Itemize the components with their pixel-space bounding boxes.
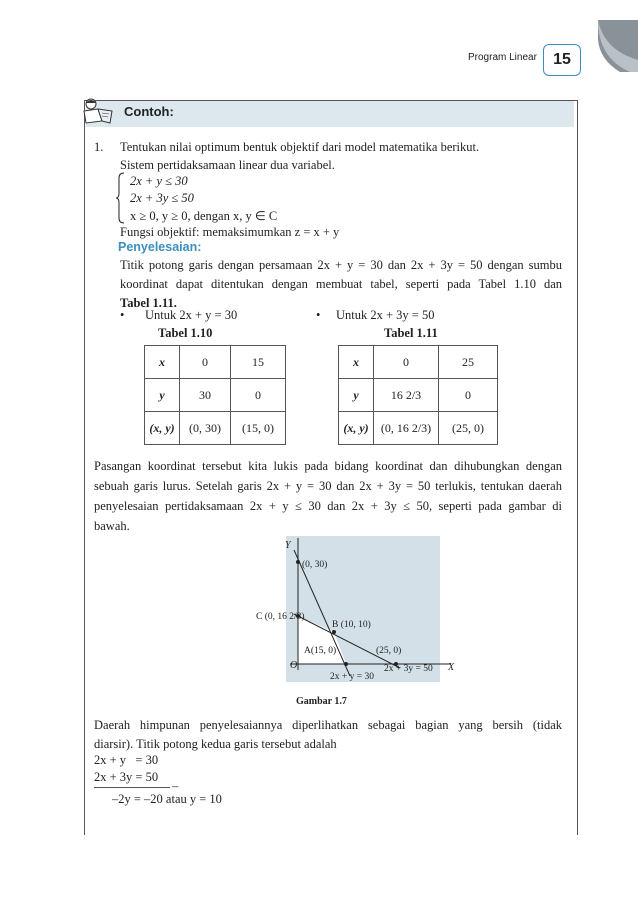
table-row [145, 412, 286, 445]
table-cell: 0 [180, 346, 231, 379]
paragraph-1-line: sebuah garis lurus. Setelah garis 2x + y = 30 dan 2x + 3y = 50 terlukis, tentukan daerah [94, 479, 562, 493]
solution-heading: Penyelesaian: [118, 240, 202, 254]
elimination-minus: – [172, 779, 179, 793]
paragraph-2 [94, 716, 562, 754]
point-label-25-0: (25, 0) [376, 646, 402, 656]
feasible-region-graph [250, 536, 470, 686]
example-label: Contoh: [124, 104, 174, 119]
table-cell: 0 [439, 379, 498, 412]
figure-caption: Gambar 1.7 [296, 696, 347, 707]
page-number-badge: 15 [543, 44, 581, 76]
axis-x-label: X [448, 662, 455, 673]
objective-function: Fungsi objektif: memaksimumkan z = x + y [120, 225, 340, 239]
table-row [339, 412, 498, 445]
page-corner-decoration [590, 20, 638, 72]
table-cell: 0 [374, 346, 439, 379]
solution-text [120, 256, 562, 313]
bullet-right-dot: • [316, 308, 321, 322]
table-cell: 15 [231, 346, 286, 379]
paragraph-1-line: bawah. [94, 519, 130, 533]
point-label-c: C (0, 16 2/3) [256, 612, 305, 622]
table-cell: y [339, 379, 374, 412]
table-cell: (15, 0) [231, 412, 286, 445]
table-cell: (x, y) [339, 412, 374, 445]
bullet-left: Untuk 2x + y = 30 [145, 308, 238, 322]
table-cell: (0, 30) [180, 412, 231, 445]
table-110-caption: Tabel 1.10 [158, 326, 213, 340]
point-label-0-30: (0, 30) [302, 560, 328, 570]
student-reading-icon [78, 97, 124, 127]
bullet-left-dot: • [120, 308, 125, 322]
point-a [344, 662, 348, 666]
axis-y-label: Y [285, 540, 291, 551]
table-cell: (25, 0) [439, 412, 498, 445]
table-row [145, 379, 286, 412]
table-cell: 0 [231, 379, 286, 412]
paragraph-1 [94, 456, 562, 536]
paragraph-1-line: Pasangan koordinat tersebut kita lukis pada bidang koordinat dan dihubungkan dengan [94, 459, 562, 473]
solution-line-3: Tabel 1.11. [120, 296, 177, 310]
paragraph-2-line: Daerah himpunan penyelesaiannya diperlihatkan sebagai bagian yang bersih (tidak [94, 718, 562, 732]
table-cell: 30 [180, 379, 231, 412]
example-intro: Tentukan nilai optimum bentuk objektif dari model matematika berikut. [120, 140, 480, 154]
table-cell: x [339, 346, 374, 379]
point-0-30 [296, 560, 300, 564]
running-header-title: Program Linear [468, 52, 537, 63]
paragraph-1-line: penyelesaian pertidaksamaan 2x + y ≤ 30 dan 2x + 3y ≤ 50, seperti pada gambar di [94, 499, 562, 513]
line-label-1: 2x + y = 30 [330, 672, 374, 682]
point-label-b: B (10, 10) [332, 620, 371, 630]
solution-line-2: koordinat dapat ditentukan dengan membuat tabel, seperti pada Tabel 1.10 dan [120, 277, 562, 291]
table-111 [338, 345, 498, 445]
table-110 [144, 345, 286, 445]
example-number: 1. [94, 140, 104, 154]
elimination-divider [94, 787, 170, 788]
constraint-3: x ≥ 0, y ≥ 0, dengan x, y ∈ C [130, 209, 278, 223]
table-row [145, 346, 286, 379]
table-cell: (0, 16 2/3) [374, 412, 439, 445]
paragraph-2-line: diarsir). Titik potong kedua garis tersebut adalah [94, 737, 337, 751]
point-b [332, 630, 336, 634]
table-cell: x [145, 346, 180, 379]
table-cell: (x, y) [145, 412, 180, 445]
bullet-right: Untuk 2x + 3y = 50 [336, 308, 435, 322]
table-row [339, 346, 498, 379]
table-cell: 16 2/3 [374, 379, 439, 412]
system-title: Sistem pertidaksamaan linear dua variabel. [120, 158, 335, 172]
origin-label: O [290, 660, 298, 671]
line-label-2: 2x + 3y = 50 [384, 664, 433, 674]
elimination-eq2: 2x + 3y = 50 [94, 770, 159, 784]
constraint-2: 2x + 3y ≤ 50 [130, 191, 194, 205]
constraint-1: 2x + y ≤ 30 [130, 174, 188, 188]
table-row [339, 379, 498, 412]
elimination-result: –2y = –20 atau y = 10 [112, 792, 222, 806]
table-cell: y [145, 379, 180, 412]
table-cell: 25 [439, 346, 498, 379]
system-brace [116, 172, 126, 224]
solution-line-1: Titik potong garis dengan persamaan 2x + y = 30 dan 2x + 3y = 50 dengan sumbu [120, 258, 562, 272]
elimination-eq1: 2x + y = 30 [94, 753, 159, 767]
table-111-caption: Tabel 1.11 [384, 326, 438, 340]
point-label-a: A(15, 0) [304, 646, 337, 656]
